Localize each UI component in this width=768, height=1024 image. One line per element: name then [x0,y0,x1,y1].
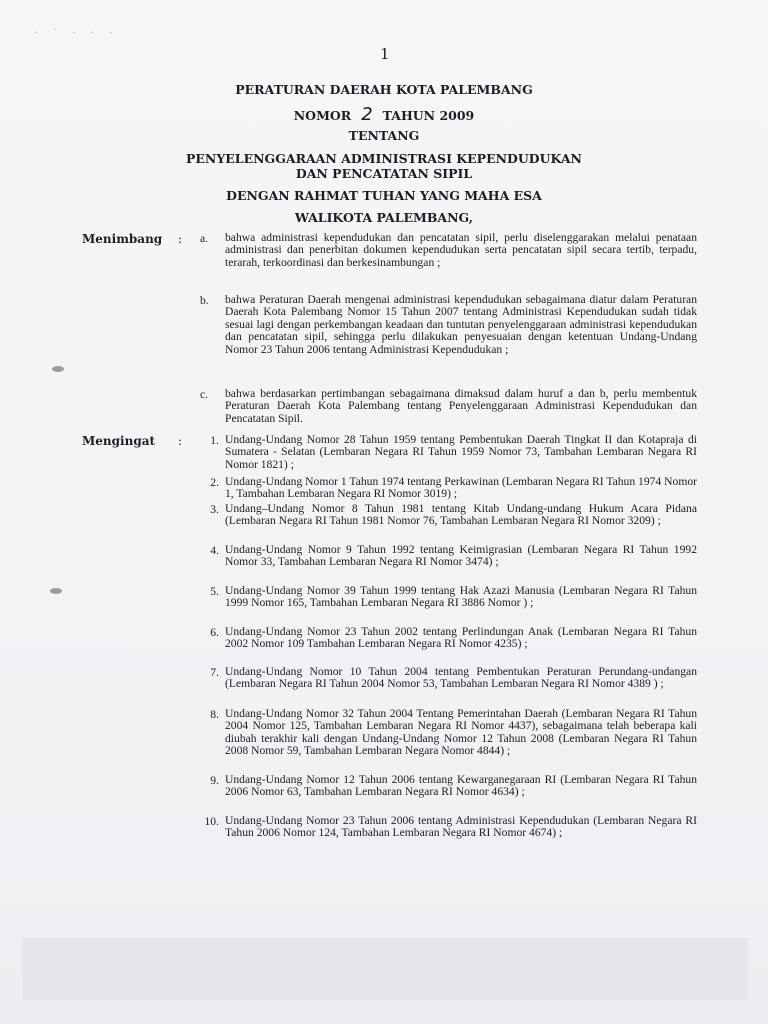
mengingat-marker-5: 5. [210,585,219,598]
menimbang-label: Menimbang [82,232,163,246]
mengingat-label: Mengingat [82,434,156,448]
mengingat-marker-9: 9. [210,774,219,787]
menimbang-marker-c: c. [200,388,209,401]
scan-specks: · ˙ · · · [34,28,119,39]
mengingat-marker-3: 3. [210,503,219,516]
mengingat-item-5: Undang-Undang Nomor 39 Tahun 1999 tentang Hak Azazi Manusia (Lembaran Negara RI Tahun 1999 Nomor 165, Tambahan Lembaran Negara RI 3886 Nomor ) ; [225,584,697,610]
punch-hole-top [52,366,64,372]
menimbang-item-b: bahwa Peraturan Daerah mengenai administrasi kependudukan sebagaimana diatur dalam Peraturan Daerah Kota Palembang Nomor 15 Tahun 2007 tentang Administrasi Kependudukan sudah tidak sesuai lagi dengan perkembangan keadaan dan tuntutan penyelenggaraan administrasi kependudukan dan pencatatan sipil, sehingga perlu dilakukan penyesuaian dengan ketentuan Undang-Undang Nomor 23 Tahun 2006 tentang Administrasi Kependudukan ; [225,293,697,356]
mengingat-item-1: Undang-Undang Nomor 28 Tahun 1959 tentang Pembentukan Daerah Tingkat II dan Kotapraja di Sumatera - Selatan (Lembaran Negara RI Tahun 1959 Nomor 73, Tambahan Lembaran Negara RI Nomor 1821) ; [225,433,697,471]
tentang-heading: TENTANG [348,128,420,143]
mengingat-item-6: Undang-Undang Nomor 23 Tahun 2002 tentang Perlindungan Anak (Lembaran Negara RI Tahun 2002 Nomor 109 Tambahan Lembaran Negara RI Nomor 4235) ; [225,625,697,651]
mengingat-colon: : [178,434,183,448]
scan-bottom-shadow [22,938,748,1000]
page-number: 1 [380,45,390,63]
regulation-title: PERATURAN DAERAH KOTA PALEMBANG [235,82,533,97]
mengingat-marker-8: 8. [210,708,219,721]
menimbang-marker-b: b. [200,294,209,307]
mengingat-marker-10: 10. [204,815,219,828]
nomor-label: NOMOR [293,108,352,123]
mengingat-item-4: Undang-Undang Nomor 9 Tahun 1992 tentang Keimigrasian (Lembaran Negara RI Tahun 1992 Nomor 33, Tambahan Lembaran Negara RI Nomor 3474) ; [225,543,697,569]
menimbang-item-a: bahwa administrasi kependudukan dan pencatatan sipil, perlu diselenggarakan melalui penataan administrasi dan penerbitan dokumen kependudukan serta pencatatan sipil secara tertib, terpadu, terarah, terkoordinasi dan berkesinambungan ; [225,231,697,269]
regulation-number-line [0,104,768,125]
mengingat-marker-6: 6. [210,626,219,639]
mengingat-item-7: Undang-Undang Nomor 10 Tahun 2004 tentang Pembentukan Peraturan Perundang-undangan (Lembaran Negara RI Tahun 2004 Nomor 53, Tambahan Lembaran Negara RI Nomor 4389 ) ; [225,665,697,691]
mengingat-marker-1: 1. [210,434,219,447]
mengingat-item-3: Undang–Undang Nomor 8 Tahun 1981 tentang Kitab Undang-undang Hukum Acara Pidana (Lembaran Negara RI Tahun 1981 Nomor 76, Tambahan Lembaran Negara RI Nomor 3209) ; [225,502,697,528]
mengingat-item-2: Undang-Undang Nomor 1 Tahun 1974 tentang Perkawinan (Lembaran Negara RI Tahun 1974 Nomor 1, Tambahan Lembaran Negara RI Nomor 3019) ; [225,475,697,501]
subject-line-1: PENYELENGGARAAN ADMINISTRASI KEPENDUDUKAN [185,151,582,166]
tahun-label: TAHUN 2009 [382,108,475,123]
mengingat-marker-4: 4. [210,544,219,557]
subject-line-2: DAN PENCATATAN SIPIL [295,166,473,181]
mengingat-item-9: Undang-Undang Nomor 12 Tahun 2006 tentang Kewarganegaraan RI (Lembaran Negara RI Tahun 2006 Nomor 63, Tambahan Lembaran Negara RI Nomor 4634) ; [225,773,697,799]
menimbang-item-c: bahwa berdasarkan pertimbangan sebagaimana dimaksud dalam huruf a dan b, perlu membentuk Peraturan Daerah Kota Palembang tentang Penyelenggaraan Administrasi Kependudukan dan Pencatatan Sipil. [225,387,697,425]
menimbang-marker-a: a. [200,232,209,245]
nomor-value: 2 [361,104,373,125]
punch-hole-bottom [50,588,62,594]
mengingat-item-8: Undang-Undang Nomor 32 Tahun 2004 Tentang Pemerintahan Daerah (Lembaran Negara RI Tahun 2004 Nomor 125, Tambahan Lembaran Negara RI Nomor 4437), sebagaimana telah beberapa kali diubah terakhir kali dengan Undang-Undang Nomor 12 Tahun 2008 (Lembaran Negara RI Tahun 2008 Nomor 59, Tambahan Lembaran Negara Nomor 4844) ; [225,707,697,758]
mengingat-marker-2: 2. [210,476,219,489]
blessing-line: DENGAN RAHMAT TUHAN YANG MAHA ESA [226,188,542,203]
mengingat-marker-7: 7. [210,666,219,679]
authority-line: WALIKOTA PALEMBANG, [294,210,474,225]
mengingat-item-10: Undang-Undang Nomor 23 Tahun 2006 tentang Administrasi Kependudukan (Lembaran Negara RI Tahun 2006 Nomor 124, Tambahan Lembaran Negara RI Nomor 4674) ; [225,814,697,840]
menimbang-colon: : [178,232,183,246]
